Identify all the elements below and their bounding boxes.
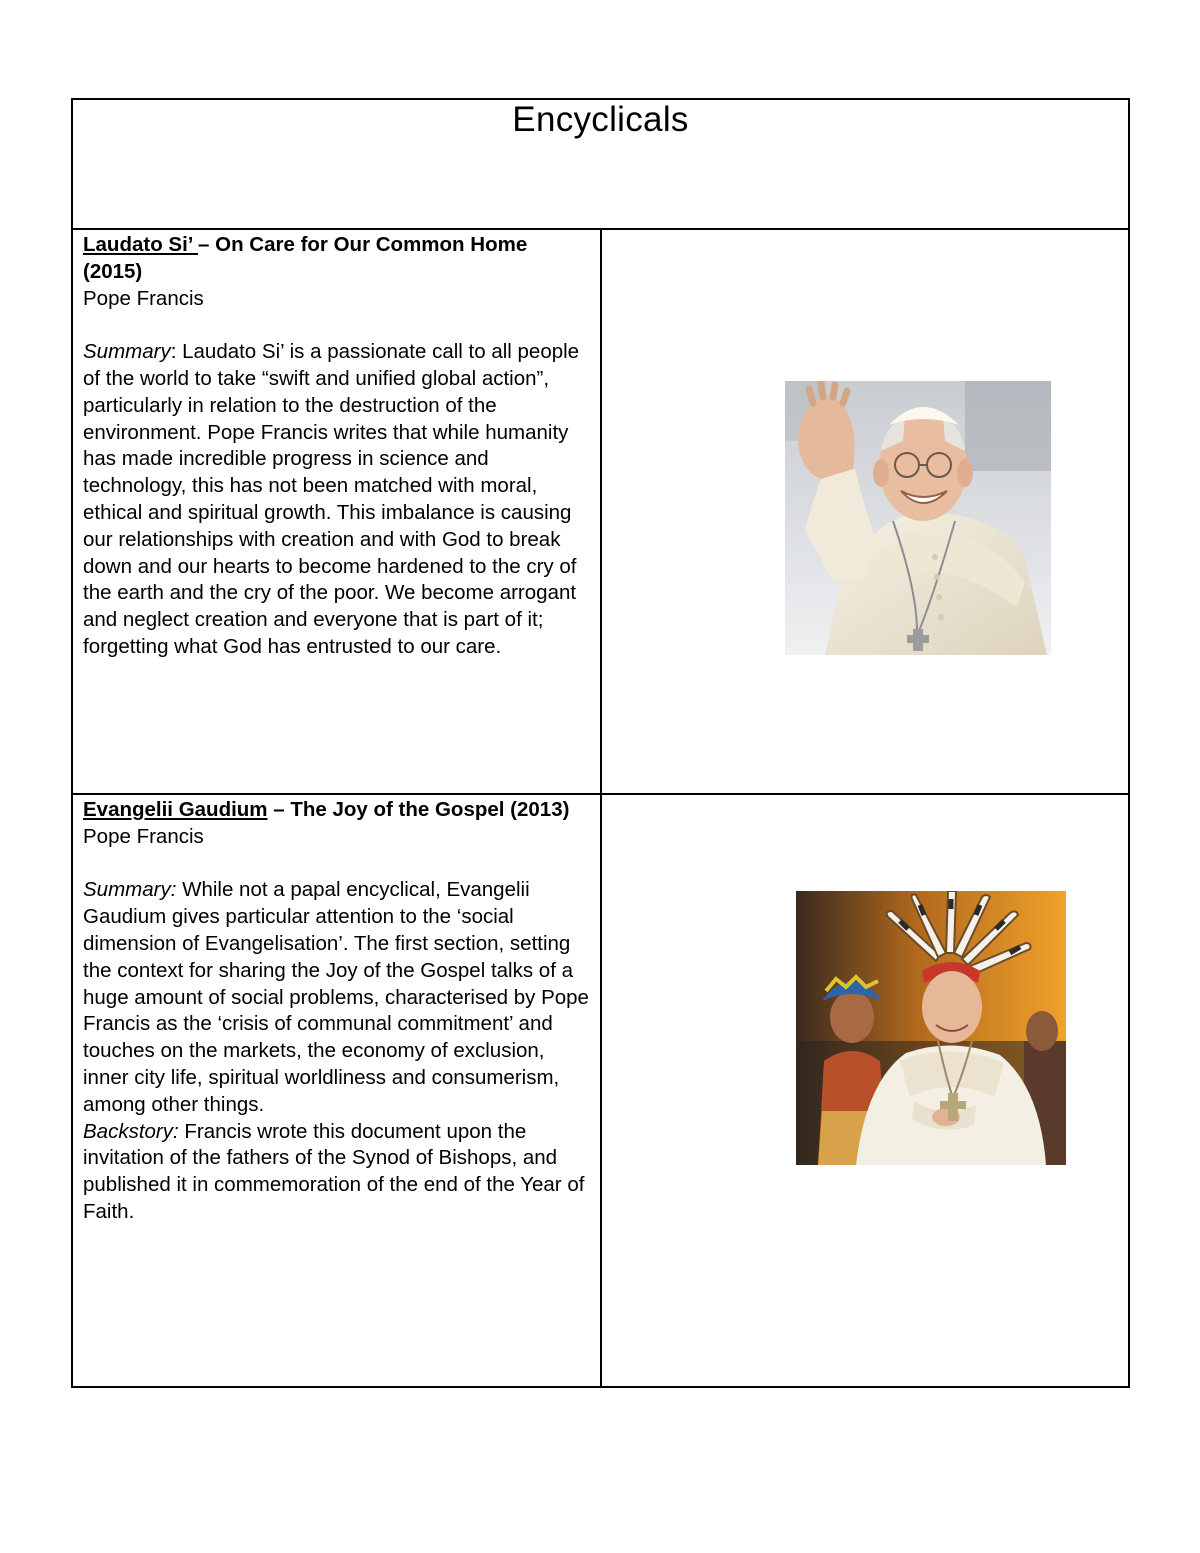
entry-title-rest: – On Care for Our Common Home (2015) [83,233,528,283]
entry-author: Pope Francis [83,286,204,310]
entry-title-rest: – The Joy of the Gospel (2013) [267,798,570,821]
summary-label: Summary [83,340,171,364]
entry-title-underlined: Evangelii Gaudium [83,798,268,821]
entry-heading [83,797,592,824]
encyclicals-table [71,98,1130,1388]
entry-title-underlined: Laudato Si’ [83,233,199,256]
backstory-text: Francis wrote this document upon the invitation of the fathers of the Synod of Bishops, and published it in commemoration of the end of the Year of Faith. [83,1119,585,1223]
title-cell [72,99,1129,229]
entry-image-cell [601,794,1130,1387]
entry-summary [83,339,592,661]
entry-heading [83,232,592,286]
summary-text: While not a papal encyclical, Evangelii Gaudium gives particular attention to the ‘social dimension of Evangelisation’. The first section, setting the context for sharing the Joy of the Gospel talks of a huge amount of social problems, characterised by Pope Francis as the ‘crisis of communal commitment’ and touches on the markets, the economy of exclusion, inner city life, spiritual worldliness and consumerism, among other things. [83,878,589,1116]
entry-text-cell [72,794,601,1387]
pope-francis-waving-photo [785,381,1051,655]
entry-author: Pope Francis [83,824,204,848]
entry-text-cell [72,229,601,794]
entry-summary [83,877,592,1118]
table-row [72,794,1129,1387]
table-row [72,229,1129,794]
backstory-label: Backstory: [83,1119,179,1143]
encyclicals-table-wrapper [71,98,1130,1387]
entry-laudato-si [73,230,600,661]
summary-text: : Laudato Si’ is a passionate call to all people of the world to take “swift and unified global action”, particularly in relation to the destruction of the environment. Pope Francis writes that while humanity has made incredible progress in science and technology, this has not been matched with moral, ethical and spiritual growth. This imbalance is causing our relationships with creation and with God to break down and our hearts to become hardened to the cry of the earth and the cry of the poor. We become arrogant and neglect creation and everyone that is part of it; forgetting what God has entrusted to our care. [83,340,580,658]
entry-evangelii-gaudium [73,795,600,1226]
entry-backstory [83,1119,592,1226]
pope-francis-headdress-photo [796,891,1066,1165]
summary-label: Summary: [83,878,177,902]
page-title: Encyclicals [512,100,689,139]
entry-image-cell [601,229,1130,794]
